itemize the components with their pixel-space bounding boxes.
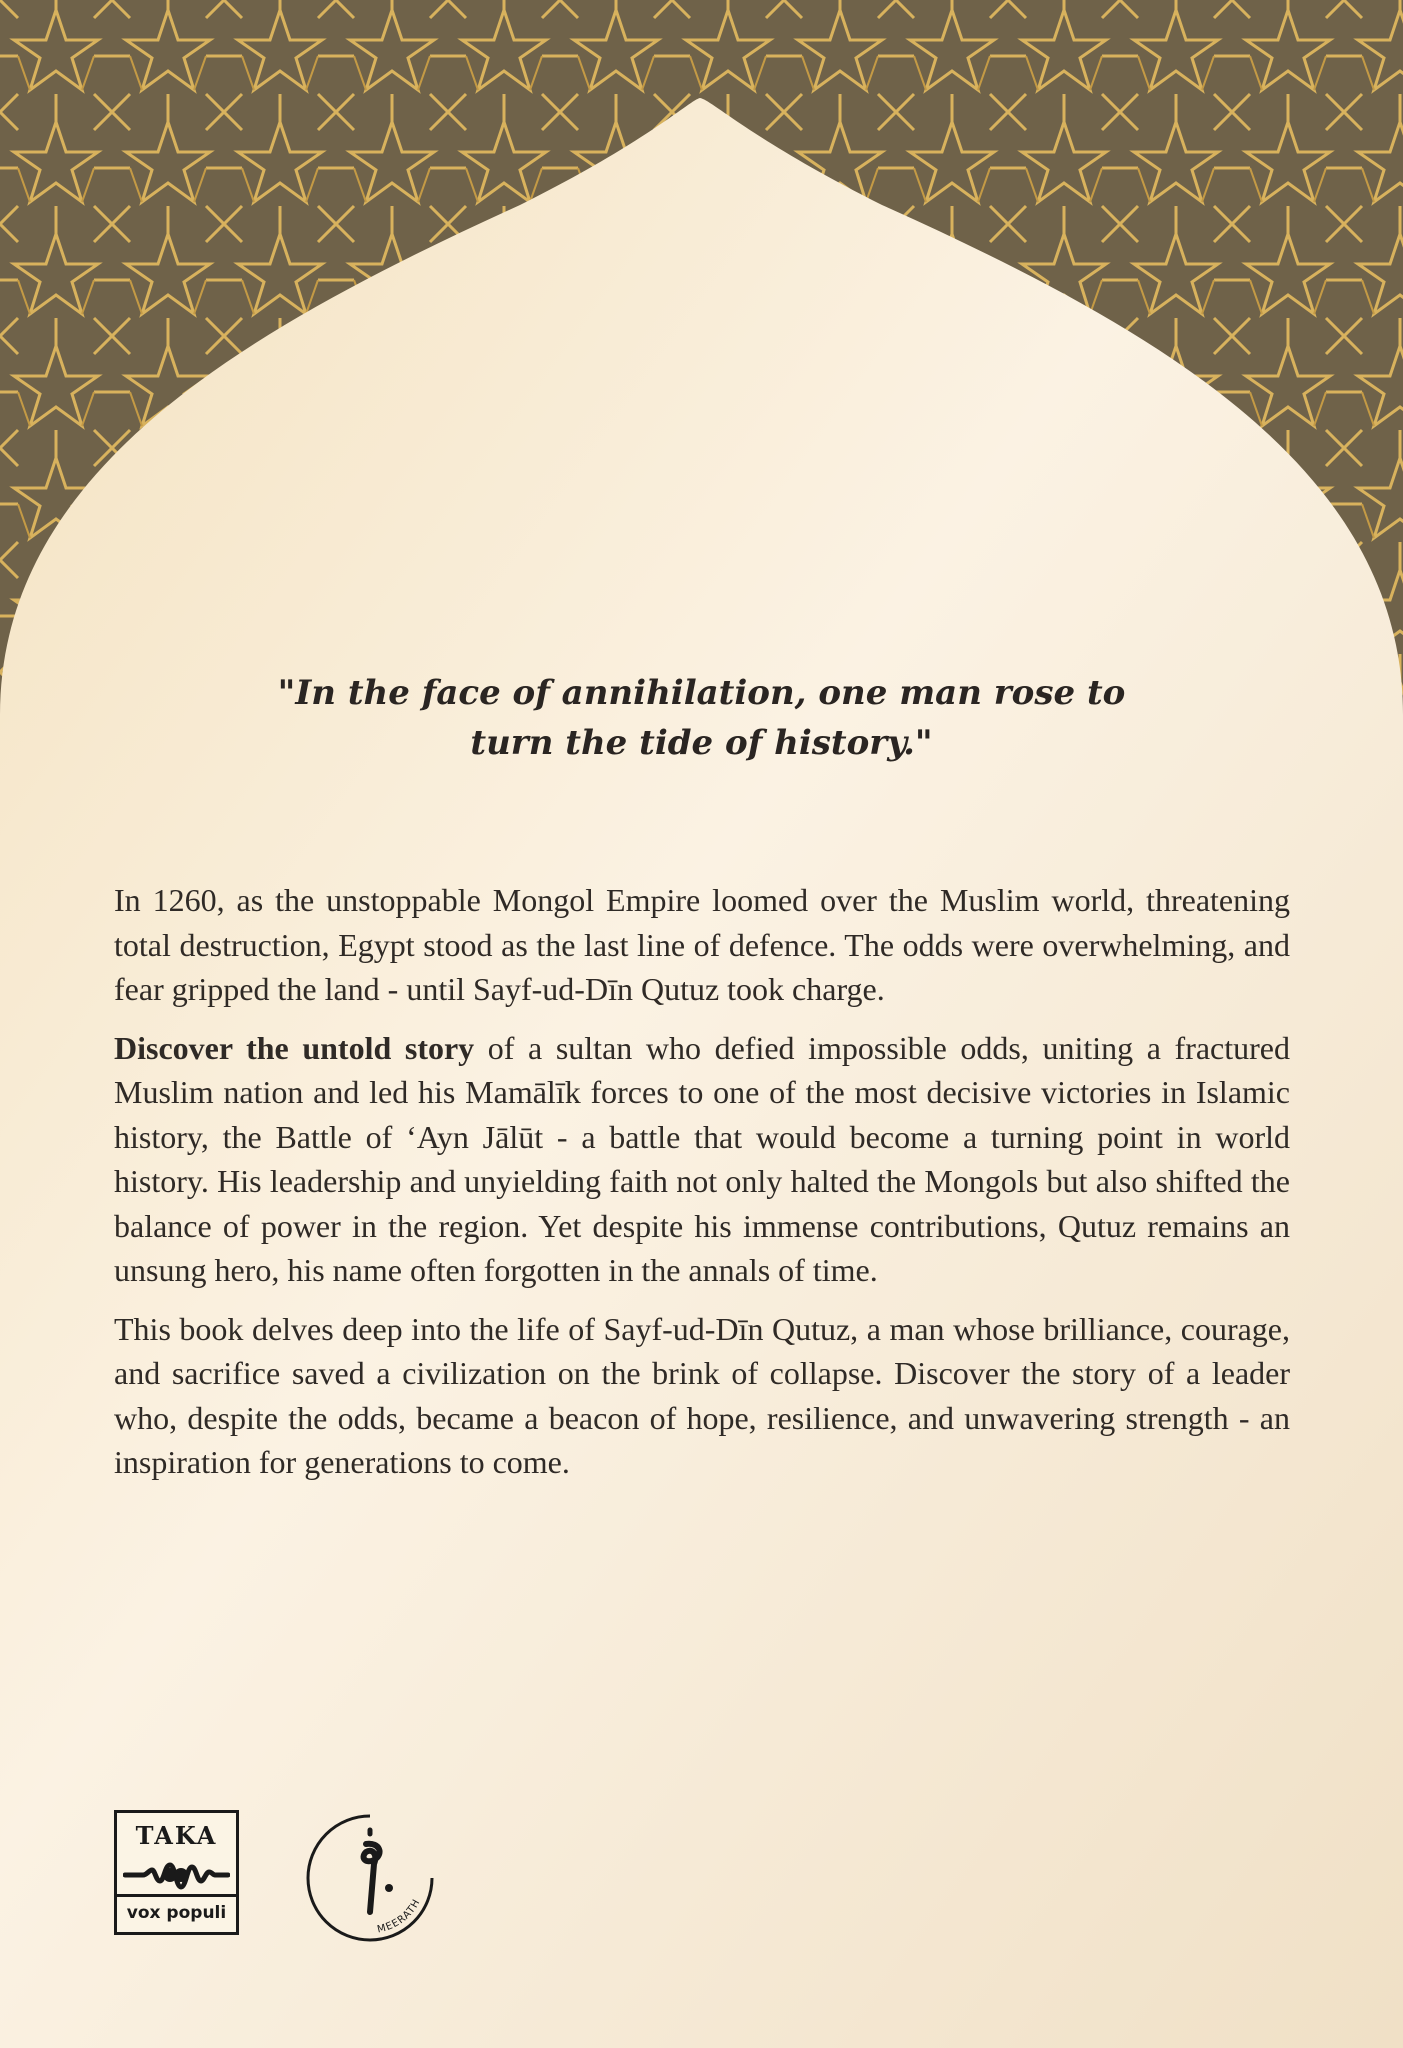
taka-logo-subtitle: vox populi <box>117 1894 236 1932</box>
meerath-logo <box>300 1808 440 1948</box>
publisher-logos <box>114 1808 444 1948</box>
blurb <box>114 878 1290 1499</box>
blurb-paragraph-2 <box>114 1026 1290 1293</box>
svg-text:MEERATH <box>376 1897 423 1935</box>
pull-quote <box>230 668 1173 768</box>
blurb-paragraph-1: In 1260, as the unstoppable Mongol Empire loomed over the Muslim world, threatening total destruction, Egypt stood as the last line of defence. The odds were overwhelming, and fear gripped the land - until Sayf-ud-Dīn Qutuz took charge. <box>114 882 1290 1007</box>
blurb-paragraph-2-text: of a sultan who defied impossible odds, uniting a fractured Muslim nation and led his Mamālīk forces to one of the most decisive victories in Islamic history, the Battle of ‘Ayn Jālūt - a battle that would become a turning point in world history. His leadership and unyielding faith not only halted the Mongols but also shifted the balance of power in the region. Yet despite his immense contributions, Qutuz remains an unsung hero, his name often forgotten in the annals of time. <box>114 1029 1291 1288</box>
soundwave-icon <box>123 1857 230 1893</box>
taka-logo-name: TAKA <box>135 1821 218 1850</box>
meerath-logo-name: MEERATH <box>376 1897 423 1936</box>
pull-quote-line-2: turn the tide of history." <box>470 723 933 763</box>
blurb-paragraph-3: This book delves deep into the life of Sayf-ud-Dīn Qutuz, a man whose brilliance, courage, and sacrifice saved a civilization on the brink of collapse. Discover the story of a leader who, despite the odds, became a beacon of hope, resilience, and unwavering strength - an inspiration for generations to come. <box>114 1310 1290 1480</box>
blurb-lead-phrase: Discover the untold story <box>114 1029 475 1066</box>
arabic-mim-icon <box>364 1830 393 1912</box>
pull-quote-line-1: "In the face of annihilation, one man rose to <box>277 673 1126 713</box>
taka-logo <box>114 1810 239 1935</box>
